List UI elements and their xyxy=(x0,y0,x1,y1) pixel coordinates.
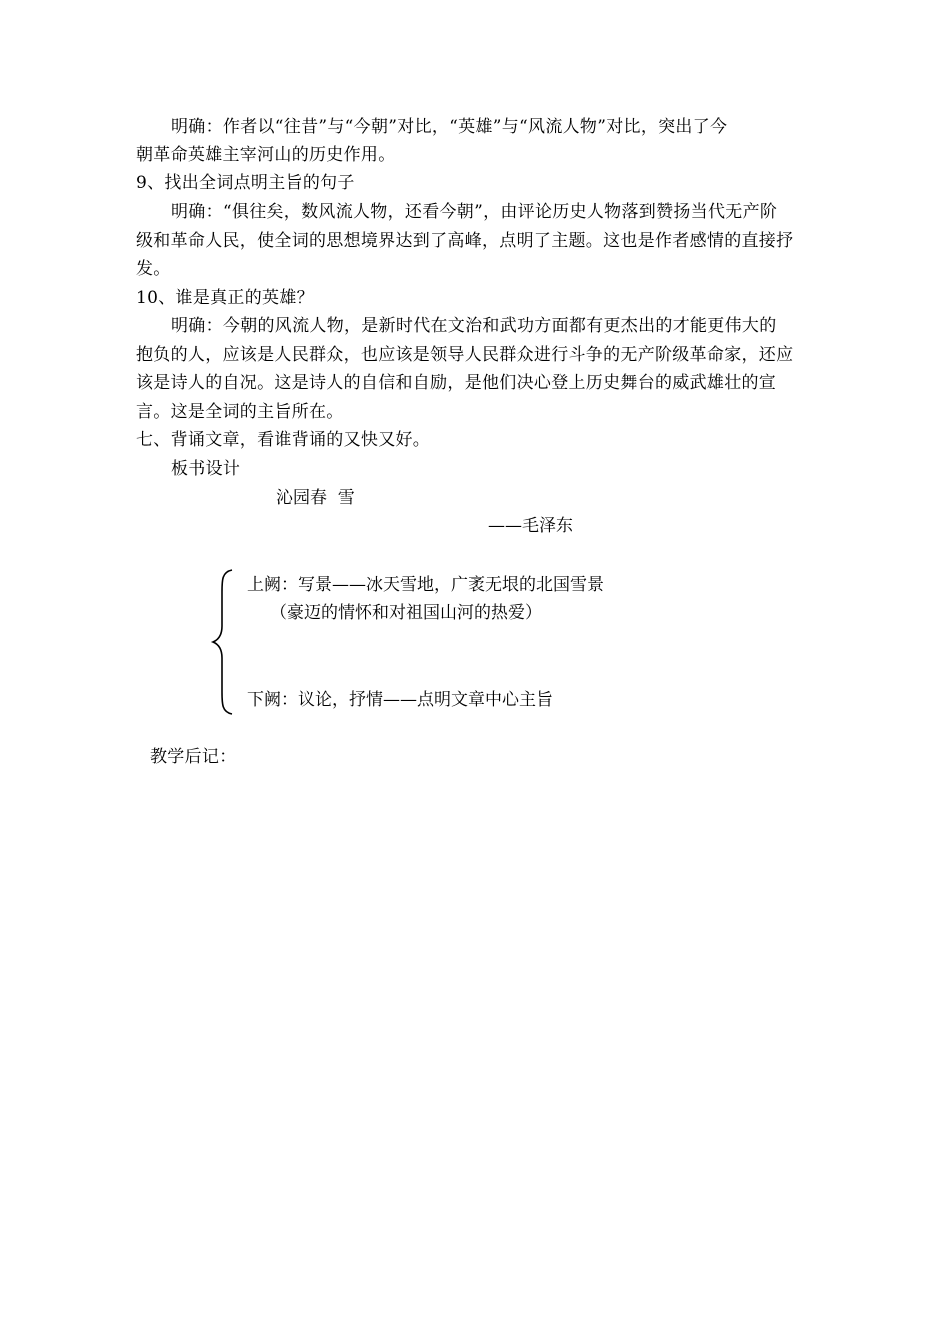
section-7: 七、背诵文章，看谁背诵的又快又好。 xyxy=(136,430,431,450)
poem-author: ——毛泽东 xyxy=(488,516,573,536)
lower-stanza: 下阙：议论，抒情——点明文章中心主旨 xyxy=(247,690,553,710)
teaching-afterword: 教学后记： xyxy=(150,747,237,767)
poem-title: 沁园春 雪 xyxy=(276,488,355,508)
question-9: 9、找出全词点明主旨的句子 xyxy=(136,173,355,193)
paragraph-line: 明确：“俱往矣，数风流人物，还看今朝”，由评论历史人物落到赞扬当代无产阶 xyxy=(171,202,778,222)
paragraph-line: 明确：今朝的风流人物，是新时代在文治和武功方面都有更杰出的才能更伟大的 xyxy=(171,316,777,336)
paragraph-line: 发。 xyxy=(136,259,171,279)
paragraph-line: 朝革命英雄主宰河山的历史作用。 xyxy=(136,145,396,165)
paragraph-line: 言。这是全词的主旨所在。 xyxy=(136,402,344,422)
paragraph-line: 级和革命人民，使全词的思想境界达到了高峰，点明了主题。这也是作者感情的直接抒 xyxy=(136,231,794,251)
curly-brace-icon xyxy=(210,568,236,716)
upper-stanza: 上阙：写景——冰天雪地，广袤无垠的北国雪景 xyxy=(247,575,604,595)
paragraph-line: 明确：作者以“往昔”与“今朝”对比，“英雄”与“风流人物”对比，突出了今 xyxy=(171,117,728,137)
upper-stanza-note: （豪迈的情怀和对祖国山河的热爱） xyxy=(270,603,542,623)
paragraph-line: 抱负的人，应该是人民群众，也应该是领导人民群众进行斗争的无产阶级革命家，还应 xyxy=(136,345,794,365)
board-design-heading: 板书设计 xyxy=(171,459,241,479)
paragraph-line: 该是诗人的自况。这是诗人的自信和自励，是他们决心登上历史舞台的威武雄壮的宣 xyxy=(136,373,777,393)
question-10: 10、谁是真正的英雄？ xyxy=(136,288,314,308)
